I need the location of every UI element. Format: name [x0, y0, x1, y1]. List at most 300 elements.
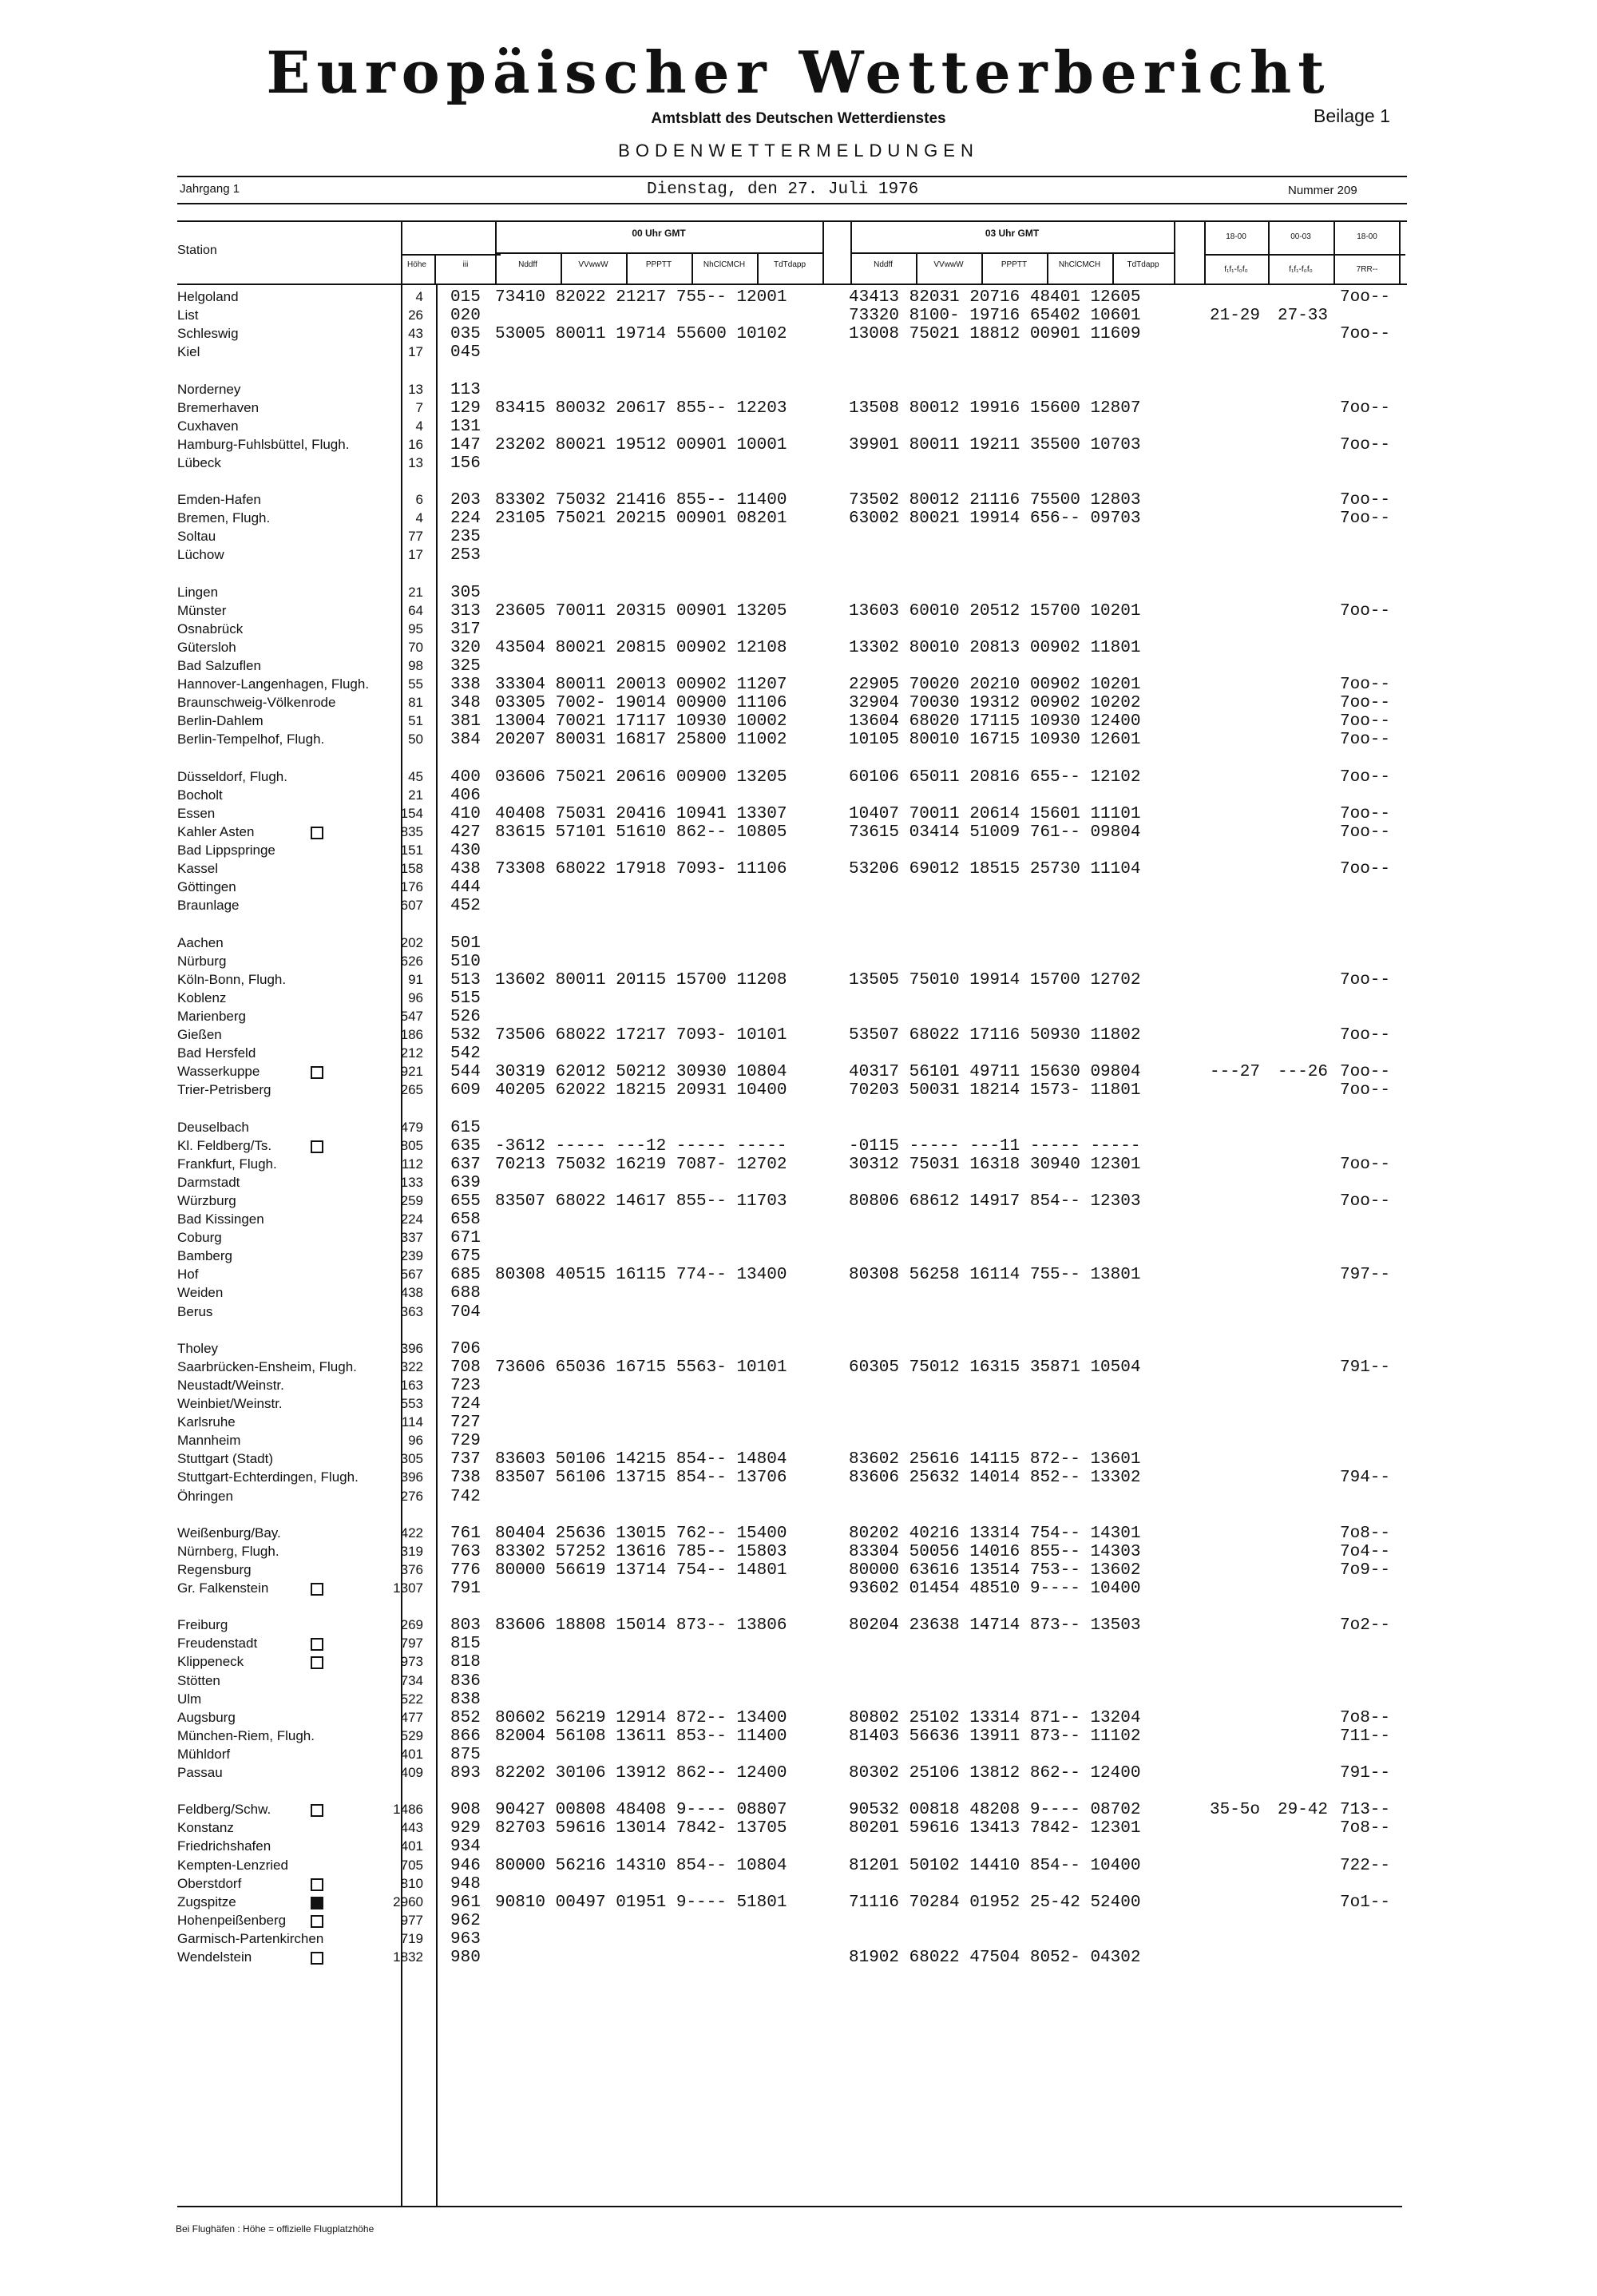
obs-03-gmt: 13302 80010 20813 00902 11801 [849, 638, 1141, 657]
obs-00-gmt: 40205 62022 18215 20931 10400 [495, 1081, 787, 1100]
precip-7rr: 7oo-- [1340, 1026, 1391, 1045]
station-name: Schleswig [177, 326, 239, 342]
precip-7rr: 7oo-- [1340, 804, 1391, 823]
obs-00-gmt: 20207 80031 16817 25800 11002 [495, 731, 787, 750]
obs-00-gmt: 80000 56619 13714 754-- 14801 [495, 1560, 787, 1580]
station-name: Marienberg [177, 1008, 246, 1024]
station-name: Aachen [177, 934, 224, 950]
station-elevation: 547 [400, 1008, 423, 1024]
station-elevation: 77 [408, 529, 423, 545]
station-elevation: 212 [400, 1045, 423, 1061]
station-name: Lingen [177, 584, 219, 600]
station-elevation: 17 [408, 344, 423, 360]
obs-00-gmt: 80404 25636 13015 762-- 15400 [495, 1524, 787, 1543]
station-id: 934 [450, 1838, 481, 1857]
station-elevation: 797 [400, 1636, 423, 1652]
col-rule [757, 252, 759, 284]
col-rule [916, 252, 917, 284]
open-square-icon [311, 1066, 323, 1079]
station-id: 320 [450, 638, 481, 657]
station-id: 962 [450, 1911, 481, 1930]
obs-03-gmt: 39901 80011 19211 35500 10703 [849, 435, 1141, 454]
station-id: 501 [450, 934, 481, 953]
station-id: 815 [450, 1635, 481, 1654]
precip-7rr: 7oo-- [1340, 1192, 1391, 1211]
station-id: 430 [450, 842, 481, 860]
obs-00-gmt: 33304 80011 20013 00902 11207 [495, 676, 787, 695]
obs-00-gmt: 83606 18808 15014 873-- 13806 [495, 1616, 787, 1636]
station-id: 685 [450, 1266, 481, 1285]
station-name: Gießen [177, 1027, 222, 1042]
station-elevation: 202 [400, 934, 423, 950]
station-elevation: 363 [400, 1303, 423, 1319]
group-header-03: 03 Uhr GMT [985, 228, 1040, 239]
station-elevation: 112 [401, 1156, 423, 1172]
gust-18-00: 35-5o [1210, 1801, 1261, 1820]
station-elevation: 477 [400, 1709, 423, 1725]
col-rule [822, 220, 824, 284]
station-name: Mannheim [177, 1433, 241, 1449]
station-name: Trier-Petrisberg [177, 1082, 271, 1098]
precip-7rr: 7oo-- [1340, 970, 1391, 989]
station-name: Bad Salzuflen [177, 658, 261, 673]
col-header-hoehe: Höhe [407, 260, 426, 269]
station-id: 908 [450, 1801, 481, 1820]
station-elevation: 151 [400, 843, 423, 858]
station-name: Bremen, Flugh. [177, 510, 271, 526]
station-elevation: 55 [408, 676, 423, 692]
obs-03-gmt: 13604 68020 17115 10930 12400 [849, 712, 1141, 732]
station-elevation: 443 [400, 1820, 423, 1836]
station-id: 338 [450, 676, 481, 695]
station-elevation: 163 [400, 1377, 423, 1393]
station-name: Freiburg [177, 1617, 228, 1633]
station-name: Helgoland [177, 289, 239, 304]
station-elevation: 21 [408, 584, 423, 600]
col-extra-top-1: 18-00 [1226, 232, 1246, 241]
station-name: Tholey [177, 1340, 219, 1356]
station-name: Garmisch-Partenkirchen [177, 1930, 324, 1946]
col-rule [1333, 220, 1335, 284]
station-name: Zugspitze [177, 1894, 236, 1909]
station-elevation: 396 [400, 1340, 423, 1356]
station-elevation: 114 [401, 1414, 423, 1430]
precip-7rr: 7oo-- [1340, 491, 1391, 510]
station-elevation: 7 [415, 399, 423, 415]
gust-00-03: ---26 [1278, 1063, 1329, 1082]
col-extra-bottom-3: 7RR-- [1356, 265, 1378, 274]
station-id: 542 [450, 1045, 481, 1064]
precip-7rr: 722-- [1340, 1856, 1391, 1875]
station-id: 776 [450, 1560, 481, 1580]
obs-00-gmt: 70213 75032 16219 7087- 12702 [495, 1155, 787, 1174]
col-rule [434, 254, 436, 284]
station-elevation: 51 [408, 713, 423, 729]
station-name: Göttingen [177, 879, 236, 895]
open-square-icon [311, 1804, 323, 1817]
col-rule [981, 252, 983, 284]
station-id: 384 [450, 731, 481, 750]
station-id: 946 [450, 1856, 481, 1875]
col-rule [436, 284, 438, 2206]
station-elevation: 224 [400, 1211, 423, 1227]
issue-number: Nummer 209 [1288, 184, 1357, 197]
date-line: Dienstag, den 27. Juli 1976 [647, 180, 919, 199]
obs-03-gmt: 30312 75031 16318 30940 12301 [849, 1155, 1141, 1174]
obs-03-gmt: 60305 75012 16315 35871 10504 [849, 1358, 1141, 1377]
station-id: 658 [450, 1211, 481, 1229]
precip-7rr: 7o8-- [1340, 1524, 1391, 1543]
precip-7rr: 7oo-- [1340, 601, 1391, 621]
obs-00-gmt: 53005 80011 19714 55600 10102 [495, 325, 787, 344]
station-elevation: 835 [400, 823, 423, 839]
station-elevation: 4 [415, 510, 423, 526]
station-name: Mühldorf [177, 1746, 231, 1762]
station-id: 406 [450, 786, 481, 805]
station-name: Bocholt [177, 787, 223, 803]
station-name: Weißenburg/Bay. [177, 1525, 281, 1541]
obs-00-gmt: 83603 50106 14215 854-- 14804 [495, 1450, 787, 1469]
precip-7rr: 7o4-- [1340, 1542, 1391, 1561]
station-id: 381 [450, 712, 481, 732]
station-name: Kassel [177, 861, 219, 877]
station-elevation: 607 [400, 898, 423, 914]
station-name: Essen [177, 805, 216, 821]
station-elevation: 719 [400, 1930, 423, 1946]
station-id: 147 [450, 435, 481, 454]
station-id: 510 [450, 952, 481, 971]
obs-00-gmt: 03606 75021 20616 00900 13205 [495, 767, 787, 787]
col-extra-top-3: 18-00 [1357, 232, 1377, 241]
col-extra-bottom-1: f₁f₁-f₀f₀ [1224, 265, 1248, 274]
station-name: Berus [177, 1303, 213, 1319]
obs-00-gmt: 30319 62012 50212 30930 10804 [495, 1063, 787, 1082]
precip-7rr: 711-- [1340, 1727, 1391, 1746]
station-name: Hof [177, 1267, 199, 1283]
station-name: Hamburg-Fuhlsbüttel, Flugh. [177, 436, 350, 452]
station-id: 742 [450, 1487, 481, 1506]
station-id: 532 [450, 1026, 481, 1045]
obs-00-gmt: -3612 ----- ---12 ----- ----- [495, 1136, 787, 1156]
station-id: 980 [450, 1949, 481, 1967]
col-rule [561, 252, 562, 284]
precip-7rr: 7oo-- [1340, 823, 1391, 842]
station-name: Kempten-Lenzried [177, 1857, 288, 1873]
obs-03-gmt: 81201 50102 14410 854-- 10400 [849, 1856, 1141, 1875]
station-name: Karlsruhe [177, 1414, 236, 1430]
station-id: 637 [450, 1155, 481, 1174]
precip-7rr: 7oo-- [1340, 435, 1391, 454]
precip-7rr: 7o8-- [1340, 1819, 1391, 1838]
col-tdtd-03: TdTdapp [1127, 260, 1159, 269]
station-id: 045 [450, 343, 481, 363]
station-name: Bad Kissingen [177, 1211, 264, 1227]
station-elevation: 259 [400, 1192, 423, 1208]
station-elevation: 6 [415, 492, 423, 508]
obs-03-gmt: 71116 70284 01952 25-42 52400 [849, 1893, 1141, 1912]
station-id: 866 [450, 1727, 481, 1746]
station-name: Friedrichshafen [177, 1838, 271, 1854]
station-elevation: 973 [400, 1654, 423, 1670]
station-elevation: 154 [400, 805, 423, 821]
obs-00-gmt: 13602 80011 20115 15700 11208 [495, 970, 787, 989]
station-name: Hannover-Langenhagen, Flugh. [177, 676, 370, 692]
obs-00-gmt: 83415 80032 20617 855-- 12203 [495, 399, 787, 418]
station-name: Weiden [177, 1285, 224, 1301]
station-id: 452 [450, 897, 481, 916]
obs-00-gmt: 83302 75032 21416 855-- 11400 [495, 491, 787, 510]
precip-7rr: 794-- [1340, 1469, 1391, 1488]
obs-00-gmt: 03305 7002- 19014 00900 11106 [495, 694, 787, 713]
station-id: 325 [450, 657, 481, 676]
obs-03-gmt: -0115 ----- ---11 ----- ----- [849, 1136, 1141, 1156]
station-id: 875 [450, 1745, 481, 1764]
obs-03-gmt: 80806 68612 14917 854-- 12303 [849, 1192, 1141, 1211]
station-name: Wendelstein [177, 1949, 252, 1965]
station-name: Weinbiet/Weinstr. [177, 1396, 283, 1411]
station-id: 348 [450, 694, 481, 713]
station-elevation: 70 [408, 639, 423, 655]
station-elevation: 133 [400, 1174, 423, 1190]
station-name: Passau [177, 1765, 223, 1780]
station-name: Deuselbach [177, 1119, 249, 1135]
precip-7rr: 7oo-- [1340, 288, 1391, 307]
station-name: Koblenz [177, 989, 227, 1005]
obs-03-gmt: 80302 25106 13812 862-- 12400 [849, 1764, 1141, 1782]
station-elevation: 396 [400, 1469, 423, 1485]
col-rule [850, 220, 852, 284]
station-id: 838 [450, 1690, 481, 1709]
station-id: 671 [450, 1229, 481, 1248]
header-grid [495, 252, 822, 254]
station-id: 313 [450, 601, 481, 621]
station-name: Nürnberg, Flugh. [177, 1543, 279, 1559]
precip-7rr: 7o8-- [1340, 1708, 1391, 1727]
station-elevation: 805 [400, 1137, 423, 1153]
station-id: 635 [450, 1136, 481, 1156]
station-id: 893 [450, 1764, 481, 1782]
station-id: 727 [450, 1414, 481, 1433]
station-name: Lübeck [177, 454, 221, 470]
col-rule [1268, 220, 1270, 284]
station-elevation: 553 [400, 1396, 423, 1411]
obs-00-gmt: 80602 56219 12914 872-- 13400 [495, 1708, 787, 1727]
station-name: Ulm [177, 1691, 202, 1707]
obs-00-gmt: 23105 75021 20215 00901 08201 [495, 510, 787, 529]
col-ppptt-00: PPPTT [645, 260, 672, 269]
obs-03-gmt: 73615 03414 51009 761-- 09804 [849, 823, 1141, 842]
station-id: 724 [450, 1395, 481, 1414]
station-id: 015 [450, 288, 481, 307]
beilage-label: Beilage 1 [1314, 105, 1390, 126]
obs-03-gmt: 43413 82031 20716 48401 12605 [849, 288, 1141, 307]
col-rule [1112, 252, 1114, 284]
station-name: Berlin-Tempelhof, Flugh. [177, 732, 325, 747]
station-id: 035 [450, 325, 481, 344]
obs-03-gmt: 53206 69012 18515 25730 11104 [849, 860, 1141, 879]
station-name: Konstanz [177, 1820, 234, 1836]
obs-00-gmt: 73506 68022 17217 7093- 10101 [495, 1026, 787, 1045]
obs-00-gmt: 73410 82022 21217 755-- 12001 [495, 288, 787, 307]
obs-00-gmt: 80308 40515 16115 774-- 13400 [495, 1266, 787, 1285]
station-elevation: 305 [400, 1451, 423, 1467]
station-name: Feldberg/Schw. [177, 1802, 271, 1818]
precip-7rr: 7oo-- [1340, 1063, 1391, 1082]
precip-7rr: 7oo-- [1340, 712, 1391, 732]
obs-03-gmt: 22905 70020 20210 00902 10201 [849, 676, 1141, 695]
station-name: Öhringen [177, 1488, 233, 1504]
precip-7rr: 7oo-- [1340, 694, 1391, 713]
station-id: 235 [450, 528, 481, 547]
station-elevation: 276 [400, 1488, 423, 1504]
obs-00-gmt: 40408 75031 20416 10941 13307 [495, 804, 787, 823]
station-name: München-Riem, Flugh. [177, 1727, 315, 1743]
col-rule [1047, 252, 1048, 284]
obs-03-gmt: 53507 68022 17116 50930 11802 [849, 1026, 1141, 1045]
station-id: 761 [450, 1524, 481, 1543]
rule-header-bottom [177, 284, 1407, 285]
station-elevation: 4 [415, 289, 423, 304]
station-id: 203 [450, 491, 481, 510]
station-id: 526 [450, 1007, 481, 1026]
station-name: Soltau [177, 529, 216, 545]
obs-00-gmt: 73308 68022 17918 7093- 11106 [495, 860, 787, 879]
station-name: Stötten [177, 1672, 220, 1688]
obs-03-gmt: 63002 80021 19914 656-- 09703 [849, 510, 1141, 529]
open-square-icon [311, 1638, 323, 1651]
obs-03-gmt: 81403 56636 13911 873-- 11102 [849, 1727, 1141, 1746]
obs-00-gmt: 80000 56216 14310 854-- 10804 [495, 1856, 787, 1875]
group-header-00: 00 Uhr GMT [632, 228, 686, 239]
obs-03-gmt: 13508 80012 19916 15600 12807 [849, 399, 1141, 418]
station-elevation: 2960 [393, 1894, 423, 1909]
station-id: 706 [450, 1339, 481, 1358]
station-id: 852 [450, 1708, 481, 1727]
rule-table-top [177, 220, 1407, 222]
station-id: 929 [450, 1819, 481, 1838]
station-name: Norderney [177, 381, 241, 397]
station-id: 317 [450, 620, 481, 639]
gust-00-03: 27-33 [1278, 307, 1329, 326]
station-name: Münster [177, 602, 227, 618]
obs-00-gmt: 90427 00808 48408 9---- 08807 [495, 1801, 787, 1820]
station-name: Bad Hersfeld [177, 1045, 256, 1061]
station-id: 639 [450, 1173, 481, 1192]
station-name: Saarbrücken-Ensheim, Flugh. [177, 1358, 357, 1374]
station-elevation: 239 [400, 1248, 423, 1264]
station-elevation: 522 [400, 1691, 423, 1707]
station-elevation: 13 [408, 381, 423, 397]
open-square-icon [311, 1915, 323, 1928]
obs-03-gmt: 13505 75010 19914 15700 12702 [849, 970, 1141, 989]
station-id: 688 [450, 1284, 481, 1303]
obs-00-gmt: 83507 68022 14617 855-- 11703 [495, 1192, 787, 1211]
station-id: 609 [450, 1081, 481, 1100]
col-rule [1174, 220, 1175, 284]
station-name: Augsburg [177, 1709, 236, 1725]
station-id: 515 [450, 989, 481, 1008]
station-name: Oberstdorf [177, 1875, 242, 1891]
col-vvwww-03: VVwwW [933, 260, 964, 269]
station-name: Regensburg [177, 1561, 252, 1577]
precip-7rr: 797-- [1340, 1266, 1391, 1285]
open-square-icon [311, 827, 323, 839]
station-id: 305 [450, 583, 481, 602]
station-elevation: 705 [400, 1857, 423, 1873]
station-id: 253 [450, 546, 481, 565]
precip-7rr: 7oo-- [1340, 767, 1391, 787]
obs-00-gmt: 43504 80021 20815 00902 12108 [495, 638, 787, 657]
obs-03-gmt: 10105 80010 16715 10930 12601 [849, 731, 1141, 750]
precip-7rr: 7oo-- [1340, 731, 1391, 750]
station-id: 410 [450, 804, 481, 823]
station-id: 427 [450, 823, 481, 842]
gust-18-00: 21-29 [1210, 307, 1261, 326]
station-name: Braunschweig-Völkenrode [177, 695, 336, 711]
station-id: 803 [450, 1616, 481, 1636]
station-elevation: 43 [408, 326, 423, 342]
precip-7rr: 7oo-- [1340, 325, 1391, 344]
obs-03-gmt: 80000 63616 13514 753-- 13602 [849, 1560, 1141, 1580]
obs-03-gmt: 10407 70011 20614 15601 11101 [849, 804, 1141, 823]
col-nddff-03: Nddff [874, 260, 893, 269]
station-name: Nürburg [177, 953, 227, 969]
station-id: 818 [450, 1653, 481, 1672]
station-id: 948 [450, 1874, 481, 1894]
station-id: 961 [450, 1893, 481, 1912]
obs-03-gmt: 80308 56258 16114 755-- 13801 [849, 1266, 1141, 1285]
precip-7rr: 713-- [1340, 1801, 1391, 1820]
station-id: 131 [450, 417, 481, 436]
station-name: Bad Lippspringe [177, 843, 275, 858]
station-id: 704 [450, 1303, 481, 1322]
station-elevation: 269 [400, 1617, 423, 1633]
station-name: Bremerhaven [177, 399, 260, 415]
station-elevation: 734 [400, 1672, 423, 1688]
col-rule [692, 252, 693, 284]
station-name: List [177, 307, 199, 323]
station-name: Düsseldorf, Flugh. [177, 768, 287, 784]
station-elevation: 13 [408, 454, 423, 470]
station-elevation: 322 [400, 1358, 423, 1374]
precip-7rr: 7o1-- [1340, 1893, 1391, 1912]
station-id: 791 [450, 1580, 481, 1598]
station-elevation: 529 [400, 1727, 423, 1743]
station-name: Freudenstadt [177, 1636, 258, 1652]
precip-7rr: 7oo-- [1340, 1081, 1391, 1100]
precip-7rr: 7oo-- [1340, 860, 1391, 879]
obs-00-gmt: 83615 57101 51610 862-- 10805 [495, 823, 787, 842]
station-elevation: 91 [408, 971, 423, 987]
obs-03-gmt: 80202 40216 13314 754-- 14301 [849, 1524, 1141, 1543]
obs-03-gmt: 83304 50056 14016 855-- 14303 [849, 1542, 1141, 1561]
obs-03-gmt: 83602 25616 14115 872-- 13601 [849, 1450, 1141, 1469]
open-square-icon [311, 1952, 323, 1965]
obs-00-gmt: 82202 30106 13912 862-- 12400 [495, 1764, 787, 1782]
station-id: 836 [450, 1671, 481, 1691]
col-rule [1399, 220, 1401, 284]
station-id: 675 [450, 1247, 481, 1267]
filled-square-icon [311, 1897, 323, 1909]
station-id: 544 [450, 1063, 481, 1082]
obs-00-gmt: 82703 59616 13014 7842- 13705 [495, 1819, 787, 1838]
station-name: Neustadt/Weinstr. [177, 1377, 284, 1393]
station-name: Frankfurt, Flugh. [177, 1156, 277, 1172]
station-elevation: 158 [400, 861, 423, 877]
station-elevation: 1832 [393, 1949, 423, 1965]
obs-03-gmt: 83606 25632 14014 852-- 13302 [849, 1469, 1141, 1488]
station-name: Köln-Bonn, Flugh. [177, 971, 287, 987]
